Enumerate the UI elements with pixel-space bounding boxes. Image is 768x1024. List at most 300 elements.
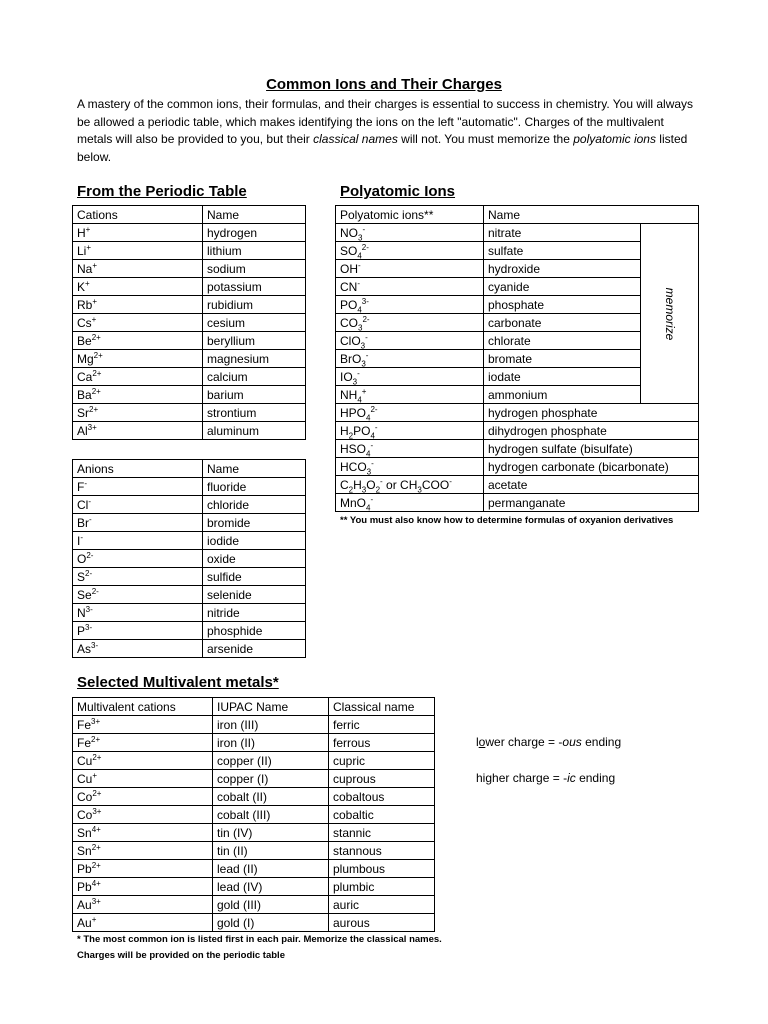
anion-formula — [73, 568, 203, 586]
ion-charge: 2+ — [92, 788, 102, 798]
formula-part: - — [358, 260, 361, 270]
table-row — [336, 458, 699, 476]
formula-part: 4 — [366, 412, 371, 422]
classical-name: plumbic — [329, 878, 435, 896]
classical-name: plumbous — [329, 860, 435, 878]
table-row — [73, 368, 306, 386]
formula-part: - — [370, 494, 374, 504]
cation-formula — [73, 260, 203, 278]
formula-part: - — [362, 224, 366, 234]
cation-formula — [73, 296, 203, 314]
ion-symbol: N — [77, 605, 86, 620]
anion-formula — [73, 640, 203, 658]
cation-formula — [73, 878, 213, 896]
iupac-name: cobalt (II) — [213, 788, 329, 806]
table-row — [73, 242, 306, 260]
polyatomic-table — [335, 205, 699, 512]
anion-name: sulfide — [203, 568, 306, 586]
formula-part: HSO — [340, 441, 367, 456]
formula-part: - — [365, 332, 368, 342]
anions-table — [72, 459, 306, 658]
classical-name: cuprous — [329, 770, 435, 788]
ion-charge: 2+ — [91, 860, 101, 870]
iupac-name: copper (II) — [213, 752, 329, 770]
polyatomic-formula — [336, 242, 484, 260]
ion-charge: 2- — [86, 550, 94, 560]
polyatomic-name: acetate — [484, 476, 699, 494]
ion-charge: 3- — [91, 640, 99, 650]
cation-name: cesium — [203, 314, 306, 332]
formula-part: 2 — [375, 484, 381, 494]
anion-name: bromide — [203, 514, 306, 532]
formula-part: C — [340, 477, 349, 492]
periodic-charges-note: Charges will be provided on the periodic table — [77, 950, 285, 961]
cation-formula — [73, 842, 213, 860]
table-header-row — [73, 206, 306, 224]
table-row — [73, 332, 306, 350]
ion-symbol: Ca — [77, 369, 93, 384]
ion-symbol: I — [77, 533, 81, 548]
formula-part: 2- — [361, 242, 369, 252]
anion-formula — [73, 532, 203, 550]
table-row — [73, 860, 435, 878]
formula-part: 2 — [348, 484, 354, 494]
ion-charge: 3+ — [91, 896, 101, 906]
polyatomic-formula — [336, 440, 484, 458]
formula-part: 2 — [348, 430, 354, 440]
anion-name: fluoride — [203, 478, 306, 496]
formula-part: 2- — [362, 314, 370, 324]
table-row — [73, 386, 306, 404]
cation-formula — [73, 752, 213, 770]
formula-part: HPO — [340, 405, 367, 420]
classical-name: stannic — [329, 824, 435, 842]
table-row — [73, 532, 306, 550]
cations-table — [72, 205, 306, 440]
formula-part: - — [374, 422, 378, 432]
anion-name: selenide — [203, 586, 306, 604]
ion-symbol: O — [77, 551, 87, 566]
polyatomic-formula — [336, 260, 484, 278]
ion-charge: + — [91, 314, 97, 324]
polyatomic-name: hydroxide — [484, 260, 641, 278]
formula-part: H — [353, 477, 362, 492]
polyatomic-formula — [336, 458, 484, 476]
multivalent-footnote: * The most common ion is listed first in each pair. Memorize the classical names. — [77, 934, 442, 945]
intro-paragraph: A mastery of the common ions, their formulas, and their charges is essential to success in chemistry. You will always be allowed a periodic table, which makes identifying the ions on the left "automatic". Charges of the multivalent metals will also be provided to you, but their classical names will not. You must memorize the polyatomic ions listed below. — [77, 97, 694, 164]
formula-part: 4 — [366, 502, 371, 512]
ion-symbol: Sn — [77, 843, 92, 858]
cation-formula — [73, 716, 213, 734]
table-row — [73, 878, 435, 896]
polyatomic-formula — [336, 386, 484, 404]
column-header: IUPAC Name — [213, 698, 329, 716]
ion-charge: + — [92, 260, 98, 270]
multivalent-table — [72, 697, 435, 932]
cation-formula — [73, 914, 213, 932]
iupac-name: tin (II) — [213, 842, 329, 860]
ion-symbol: Fe — [77, 717, 92, 732]
iupac-name: copper (I) — [213, 770, 329, 788]
cation-formula — [73, 314, 203, 332]
cation-formula — [73, 824, 213, 842]
iupac-name: lead (IV) — [213, 878, 329, 896]
cation-formula — [73, 896, 213, 914]
polyatomic-formula — [336, 350, 484, 368]
ion-symbol: Mg — [77, 351, 94, 366]
cation-formula — [73, 734, 213, 752]
ion-charge: - — [80, 532, 84, 542]
formula-part: - — [449, 476, 452, 486]
anion-name: chloride — [203, 496, 306, 514]
formula-part: ClO — [340, 333, 361, 348]
table-row — [73, 896, 435, 914]
table-row — [73, 604, 306, 622]
ion-charge: + — [85, 224, 91, 234]
cation-name: strontium — [203, 404, 306, 422]
table-row — [73, 260, 306, 278]
polyatomic-name: iodate — [484, 368, 641, 386]
cation-name: barium — [203, 386, 306, 404]
ion-symbol: Ba — [77, 387, 92, 402]
column-header: Name — [484, 206, 699, 224]
formula-part: PO — [353, 423, 371, 438]
iupac-name: gold (I) — [213, 914, 329, 932]
column-header: Multivalent cations — [73, 698, 213, 716]
column-header: Classical name — [329, 698, 435, 716]
cation-formula — [73, 332, 203, 350]
cation-formula — [73, 386, 203, 404]
cation-formula — [73, 806, 213, 824]
cation-name: potassium — [203, 278, 306, 296]
ion-charge: 3+ — [91, 716, 101, 726]
cation-name: rubidium — [203, 296, 306, 314]
table-header-row — [73, 698, 435, 716]
ion-symbol: Se — [77, 587, 92, 602]
polyatomic-formula — [336, 404, 484, 422]
cation-name: aluminum — [203, 422, 306, 440]
anion-name: nitride — [203, 604, 306, 622]
formula-part: 3- — [361, 296, 369, 306]
polyatomic-name: permanganate — [484, 494, 699, 512]
column-header: Polyatomic ions** — [336, 206, 484, 224]
cation-name: magnesium — [203, 350, 306, 368]
ion-symbol: Cs — [77, 315, 92, 330]
classical-name: ferrous — [329, 734, 435, 752]
ion-symbol: Co — [77, 789, 93, 804]
ion-symbol: P — [77, 623, 86, 638]
ion-charge: 2+ — [91, 386, 101, 396]
ion-charge: + — [92, 296, 98, 306]
ion-symbol: Cl — [77, 497, 89, 512]
table-row — [73, 788, 435, 806]
table-row — [73, 296, 306, 314]
polyatomic-name: sulfate — [484, 242, 641, 260]
cation-name: hydrogen — [203, 224, 306, 242]
polyatomic-name: hydrogen carbonate (bicarbonate) — [484, 458, 699, 476]
ion-charge: 2+ — [92, 752, 102, 762]
table-row — [73, 824, 435, 842]
classical-name: aurous — [329, 914, 435, 932]
lower-charge-note: lower charge = -ous ending — [476, 735, 622, 749]
ion-charge: 3- — [85, 604, 93, 614]
ion-symbol: Li — [77, 243, 87, 258]
memorize-label: memorize — [662, 287, 677, 340]
formula-part: - — [380, 476, 383, 486]
cation-formula — [73, 422, 203, 440]
ion-symbol: Na — [77, 261, 93, 276]
periodic-table-heading: From the Periodic Table — [77, 183, 247, 200]
polyatomic-name: nitrate — [484, 224, 641, 242]
ion-charge: - — [89, 514, 92, 524]
classical-name: cobaltic — [329, 806, 435, 824]
anion-formula — [73, 514, 203, 532]
classical-name: stannous — [329, 842, 435, 860]
polyatomic-name: chlorate — [484, 332, 641, 350]
polyatomic-formula — [336, 224, 484, 242]
formula-part: + — [361, 386, 367, 396]
polyatomic-formula — [336, 278, 484, 296]
formula-part: 4 — [357, 394, 362, 404]
ion-symbol: Fe — [77, 735, 92, 750]
iupac-name: iron (III) — [213, 716, 329, 734]
anion-formula — [73, 604, 203, 622]
iupac-name: lead (II) — [213, 860, 329, 878]
formula-part: 2- — [370, 404, 378, 414]
formula-part: 3 — [358, 232, 363, 242]
formula-part: 4 — [357, 250, 362, 260]
formula-part: CO — [340, 315, 358, 330]
formula-part: 4 — [370, 430, 375, 440]
classical-name: ferric — [329, 716, 435, 734]
iupac-name: gold (III) — [213, 896, 329, 914]
ion-charge: - — [88, 496, 92, 506]
anion-formula — [73, 496, 203, 514]
ion-charge: 2+ — [93, 350, 103, 360]
formula-part: 3 — [417, 484, 422, 494]
cation-formula — [73, 860, 213, 878]
ion-charge: + — [85, 278, 90, 288]
ion-symbol: Pb — [77, 879, 92, 894]
higher-charge-note: higher charge = -ic ending — [476, 771, 616, 785]
anion-formula — [73, 550, 203, 568]
ion-symbol: S — [77, 569, 86, 584]
ion-symbol: Pb — [77, 861, 92, 876]
formula-part: COO — [421, 477, 450, 492]
ion-symbol: Sr — [77, 405, 89, 420]
ion-charge: 4+ — [91, 824, 101, 834]
table-row — [73, 568, 306, 586]
formula-part: BrO — [340, 351, 362, 366]
ion-charge: - — [84, 478, 88, 488]
formula-part: MnO — [340, 495, 367, 510]
column-header: Name — [203, 206, 306, 224]
table-row — [73, 550, 306, 568]
ion-charge: 2- — [91, 586, 99, 596]
polyatomic-formula — [336, 494, 484, 512]
table-row — [73, 224, 306, 242]
formula-part: 3 — [360, 340, 366, 350]
classical-name: cupric — [329, 752, 435, 770]
memorize-bracket — [641, 224, 699, 404]
polyatomic-name: ammonium — [484, 386, 641, 404]
ion-symbol: Al — [77, 423, 88, 438]
formula-part: 4 — [366, 448, 371, 458]
table-row — [73, 770, 435, 788]
polyatomic-formula — [336, 476, 484, 494]
anion-formula — [73, 622, 203, 640]
iupac-name: cobalt (III) — [213, 806, 329, 824]
formula-part: - — [357, 368, 360, 378]
table-row — [73, 640, 306, 658]
ion-symbol: Be — [77, 333, 92, 348]
cation-name: calcium — [203, 368, 306, 386]
anion-name: phosphide — [203, 622, 306, 640]
formula-part: IO — [340, 369, 353, 384]
cation-name: sodium — [203, 260, 306, 278]
table-row — [73, 350, 306, 368]
polyatomic-formula — [336, 296, 484, 314]
anion-name: iodide — [203, 532, 306, 550]
formula-part: PO — [340, 297, 358, 312]
formula-part: 3 — [358, 322, 363, 332]
table-row — [73, 842, 435, 860]
anion-name: arsenide — [203, 640, 306, 658]
table-row — [73, 752, 435, 770]
cation-name: lithium — [203, 242, 306, 260]
ion-charge: 3- — [85, 622, 93, 632]
table-row — [73, 314, 306, 332]
formula-part: CN — [340, 279, 358, 294]
ion-charge: + — [92, 770, 98, 780]
table-row — [73, 806, 435, 824]
column-header: Cations — [73, 206, 203, 224]
table-header-row — [73, 460, 306, 478]
ion-charge: 2+ — [91, 734, 101, 744]
formula-part: 3 — [352, 376, 358, 386]
ion-symbol: Cu — [77, 753, 93, 768]
table-row — [73, 422, 306, 440]
ion-charge: 2+ — [91, 842, 101, 852]
formula-part: 3 — [361, 358, 366, 368]
formula-part: NO — [340, 225, 358, 240]
ion-charge: 3+ — [92, 806, 102, 816]
anion-formula — [73, 478, 203, 496]
table-header-row — [336, 206, 699, 224]
table-row — [336, 440, 699, 458]
table-row — [336, 494, 699, 512]
classical-name: cobaltous — [329, 788, 435, 806]
cation-formula — [73, 242, 203, 260]
multivalent-heading: Selected Multivalent metals* — [77, 674, 279, 691]
table-row — [73, 404, 306, 422]
ion-charge: 4+ — [91, 878, 101, 888]
cation-formula — [73, 404, 203, 422]
column-header: Anions — [73, 460, 203, 478]
table-row — [73, 716, 435, 734]
formula-part: 4 — [357, 304, 362, 314]
cation-formula — [73, 350, 203, 368]
table-row — [73, 496, 306, 514]
formula-part: OH — [340, 261, 358, 276]
ion-symbol: Au — [77, 915, 92, 930]
polyatomic-name: dihydrogen phosphate — [484, 422, 699, 440]
polyatomic-name: carbonate — [484, 314, 641, 332]
formula-part: SO — [340, 243, 358, 258]
polyatomic-formula — [336, 332, 484, 350]
ion-symbol: K — [77, 279, 86, 294]
iupac-name: tin (IV) — [213, 824, 329, 842]
cation-formula — [73, 224, 203, 242]
table-row — [73, 914, 435, 932]
polyatomic-formula — [336, 422, 484, 440]
table-row — [336, 404, 699, 422]
classical-name: auric — [329, 896, 435, 914]
ion-charge: 2+ — [92, 368, 102, 378]
ion-symbol: Sn — [77, 825, 92, 840]
table-row — [336, 224, 699, 242]
table-row — [73, 622, 306, 640]
anion-formula — [73, 586, 203, 604]
ion-symbol: As — [77, 641, 92, 656]
polyatomic-formula — [336, 314, 484, 332]
table-row — [336, 476, 699, 494]
cation-formula — [73, 788, 213, 806]
table-row — [73, 514, 306, 532]
ion-charge: 2+ — [91, 332, 101, 342]
polyatomic-formula — [336, 368, 484, 386]
polyatomic-name: cyanide — [484, 278, 641, 296]
formula-part: O — [366, 477, 376, 492]
polyatomic-name: hydrogen sulfate (bisulfate) — [484, 440, 699, 458]
formula-part: or CH — [382, 477, 418, 492]
ion-symbol: H — [77, 225, 86, 240]
column-header: Name — [203, 460, 306, 478]
polyatomic-name: hydrogen phosphate — [484, 404, 699, 422]
cation-formula — [73, 368, 203, 386]
formula-part: 3 — [366, 466, 372, 476]
table-row — [336, 422, 699, 440]
ion-charge: + — [91, 914, 97, 924]
cation-formula — [73, 278, 203, 296]
polyatomic-name: phosphate — [484, 296, 641, 314]
polyatomic-footnote: ** You must also know how to determine formulas of oxyanion derivatives — [340, 515, 674, 526]
ion-charge: 3+ — [87, 422, 97, 432]
ion-symbol: Br — [77, 515, 89, 530]
page-title: Common Ions and Their Charges — [266, 76, 502, 93]
iupac-name: iron (II) — [213, 734, 329, 752]
cation-formula — [73, 770, 213, 788]
formula-part: 3 — [361, 484, 367, 494]
ion-charge: 2- — [85, 568, 93, 578]
formula-part: - — [370, 440, 374, 450]
cation-name: beryllium — [203, 332, 306, 350]
polyatomic-name: bromate — [484, 350, 641, 368]
ion-symbol: Au — [77, 897, 92, 912]
ion-charge: + — [86, 242, 92, 252]
ion-symbol: Co — [77, 807, 93, 822]
ion-symbol: F — [77, 479, 85, 494]
table-row — [73, 734, 435, 752]
formula-part: HCO — [340, 459, 367, 474]
ion-symbol: Cu — [77, 771, 93, 786]
table-row — [73, 278, 306, 296]
formula-part: - — [365, 350, 369, 360]
formula-part: - — [357, 278, 361, 288]
table-row — [73, 478, 306, 496]
formula-part: - — [371, 458, 374, 468]
ion-charge: 2+ — [89, 404, 99, 414]
